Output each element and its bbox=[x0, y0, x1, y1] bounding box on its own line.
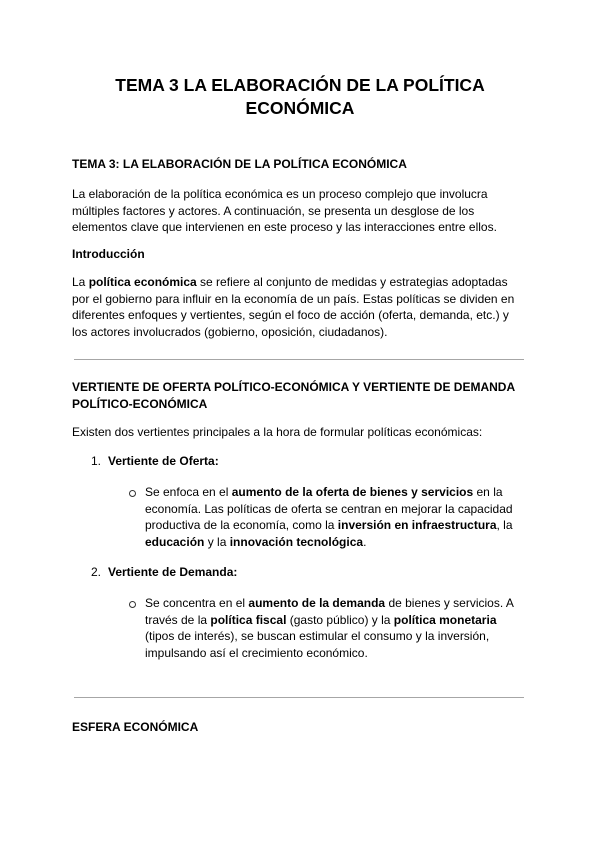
bold-term: aumento de la oferta de bienes y servicios bbox=[231, 485, 474, 499]
bullet-circle-icon bbox=[129, 601, 136, 608]
bold-term: política fiscal bbox=[210, 612, 287, 627]
oferta-line-3 bbox=[145, 517, 535, 534]
title-line-2: ECONÓMICA bbox=[245, 98, 355, 118]
oferta-line-2: economía. Las políticas de oferta se centran en mejorar la capacidad bbox=[145, 501, 513, 516]
introduccion-line-1 bbox=[72, 274, 532, 291]
oferta-line-4 bbox=[145, 534, 535, 551]
demanda-description bbox=[145, 595, 535, 661]
intro-line-1: La elaboración de la política económica es un proceso complejo que involucra bbox=[72, 187, 488, 201]
oferta-description bbox=[145, 484, 535, 550]
horizontal-divider bbox=[74, 697, 524, 698]
demanda-line-2 bbox=[145, 612, 535, 629]
introduccion-heading: Introducción bbox=[72, 247, 145, 261]
intro-line-2: múltiples factores y actores. A continuación, se presenta un desglose de los bbox=[72, 203, 475, 218]
bullet-circle-icon bbox=[129, 490, 136, 497]
bold-term: aumento de la demanda bbox=[248, 596, 386, 610]
introduccion-paragraph bbox=[72, 274, 532, 340]
oferta-line-1 bbox=[145, 484, 535, 501]
text-run: través de la bbox=[145, 612, 211, 627]
text-run: productiva de la economía, como la bbox=[145, 518, 338, 532]
introduccion-line-2: por el gobierno para influir en la economía de un país. Estas políticas se dividen en bbox=[72, 291, 515, 306]
demanda-line-4: impulsando así el crecimiento económico. bbox=[145, 645, 368, 660]
bold-term: inversión en infraestructura bbox=[337, 518, 497, 532]
text-run: Se enfoca en el bbox=[145, 485, 232, 499]
section-subtitle: TEMA 3: LA ELABORACIÓN DE LA POLÍTICA ECONÓMICA bbox=[72, 157, 407, 171]
text-run: . bbox=[363, 534, 367, 549]
demanda-line-1 bbox=[145, 595, 535, 612]
text-run: en la bbox=[473, 485, 503, 499]
vertiente-heading-line-1: VERTIENTE DE OFERTA POLÍTICO-ECONÓMICA Y VERTIENTE DE DEMANDA bbox=[72, 380, 516, 394]
intro-line-3: elementos clave que intervienen en este proceso y las interacciones entre ellos. bbox=[72, 220, 497, 234]
esfera-heading: ESFERA ECONÓMICA bbox=[72, 720, 199, 734]
text-run: , la bbox=[496, 518, 513, 532]
bold-term: educación bbox=[145, 534, 205, 549]
text-run: de bienes y servicios. A bbox=[385, 596, 514, 610]
bold-term: innovación tecnológica bbox=[229, 534, 364, 549]
text-run: Se concentra en el bbox=[145, 596, 249, 610]
text-run: (gasto público) y la bbox=[286, 612, 394, 627]
text-run: y la bbox=[204, 534, 230, 549]
vertiente-intro: Existen dos vertientes principales a la hora de formular políticas económicas: bbox=[72, 425, 483, 439]
vertiente-heading-line-2: POLÍTICO-ECONÓMICA bbox=[72, 396, 208, 411]
document-title bbox=[60, 74, 540, 120]
text-run: se refiere al conjunto de medidas y estrategias adoptadas bbox=[196, 275, 508, 289]
title-line-1: TEMA 3 LA ELABORACIÓN DE LA POLÍTICA bbox=[115, 75, 485, 95]
demanda-label: Vertiente de Demanda: bbox=[108, 565, 238, 579]
intro-paragraph bbox=[72, 186, 532, 236]
horizontal-divider bbox=[74, 359, 524, 360]
demanda-line-3: (tipos de interés), se buscan estimular el consumo y la inversión, bbox=[145, 629, 490, 643]
oferta-label: Vertiente de Oferta: bbox=[108, 454, 219, 468]
bold-term: política económica bbox=[88, 275, 197, 289]
list-number-1: 1. bbox=[91, 454, 102, 468]
introduccion-line-4: los actores involucrados (gobierno, oposición, ciudadanos). bbox=[72, 324, 388, 339]
list-number-2: 2. bbox=[91, 565, 102, 579]
introduccion-line-3: diferentes enfoques y vertientes, según el foco de acción (oferta, demanda, etc.) y bbox=[72, 308, 509, 322]
bold-term: política monetaria bbox=[393, 612, 497, 627]
text-run: La bbox=[72, 275, 89, 289]
vertiente-heading bbox=[72, 379, 515, 412]
